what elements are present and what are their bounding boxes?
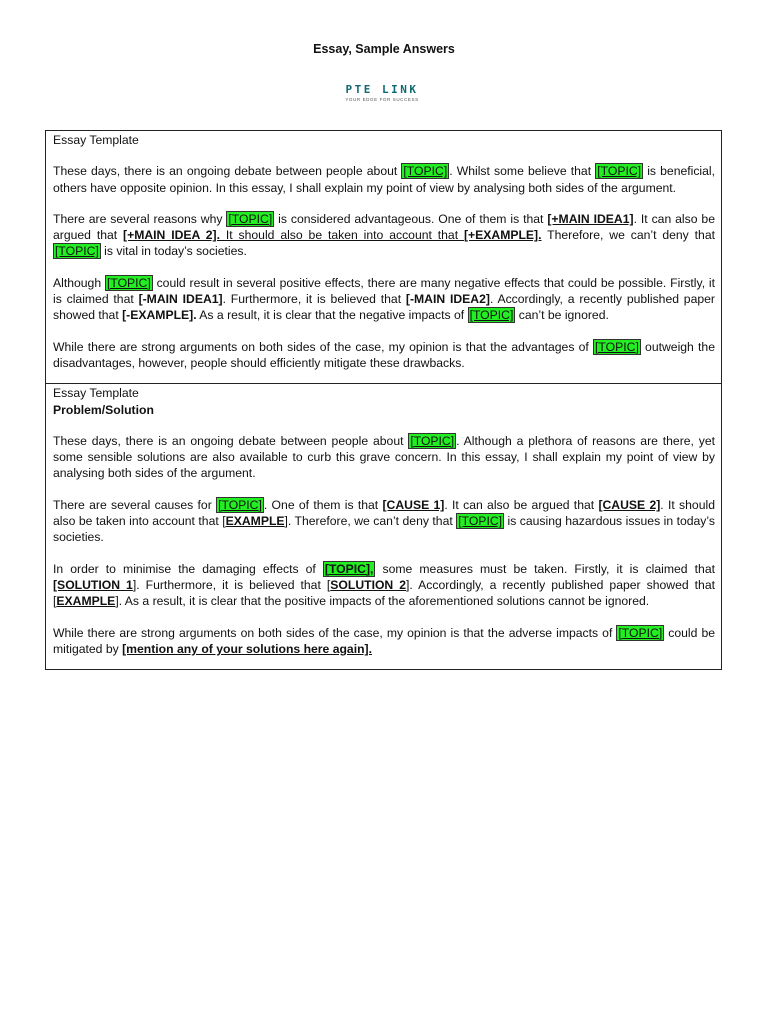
topic-placeholder: [TOPIC] [469, 308, 514, 323]
text-run: . One of them is that [263, 497, 383, 512]
example-placeholder: [-EXAMPLE]. [122, 308, 197, 323]
text-run: outweigh the disadvantages, however, people should efficiently mitigate these drawbacks. [53, 339, 715, 370]
text-run: There are several reasons why [53, 211, 227, 226]
text-run: While there are strong arguments on both sides of the case, my opinion is that the adverse impacts of [53, 625, 617, 640]
example-placeholder: [+EXAMPLE]. [463, 228, 542, 243]
template1-paragraph-2 [53, 211, 715, 260]
text-run: could be mitigated by [53, 625, 715, 656]
text-run: In order to minimise the damaging effects of [53, 561, 323, 576]
topic-placeholder: [TOPIC] [595, 339, 639, 354]
text-run: . It can also be argued that [53, 211, 715, 243]
template-heading: Essay Template [53, 386, 139, 401]
solution-placeholder: [mention any of your solutions here again]. [122, 641, 372, 656]
template-row-general [46, 131, 722, 384]
main-idea-placeholder: [-MAIN IDEA2] [405, 292, 490, 307]
template1-paragraph-4 [53, 339, 715, 372]
template2-paragraph-1 [53, 433, 715, 482]
text-run: can’t be ignored. [515, 308, 609, 323]
text-run: is causing hazardous issues in today’s societies. [53, 514, 715, 545]
text-run: Although [53, 275, 105, 290]
template2-paragraph-4 [53, 625, 715, 658]
topic-placeholder: [TOPIC] [597, 164, 642, 179]
topic-placeholder: [TOPIC] [458, 514, 503, 529]
text-run: . It can also be argued that [444, 497, 599, 512]
page-title: Essay, Sample Answers [313, 42, 455, 56]
solution-placeholder: SOLUTION 2 [330, 577, 407, 592]
text-run: . It should also be taken into account that [ [53, 497, 715, 529]
template1-paragraph-1 [53, 163, 715, 196]
logo-wordmark: PTE LINK [345, 83, 419, 96]
text-run: could result in several positive effects, there are many negative effects that could be possible. Firstly, it is claimed that [53, 275, 716, 307]
text-run: . Although a plethora of reasons are there, yet some sensible solutions are also available to curb this grave concern. In this essay, I shall explain my point of view by analysing both sides of the argument. [53, 433, 716, 481]
text-run: ]. As a result, it is clear that the positive impacts of the aforementioned solutions cannot be ignored. [115, 594, 650, 609]
text-run: is beneficial, others have opposite opinion. In this essay, I shall explain my point of view by analysing both sides of the argument. [53, 164, 716, 195]
template2-paragraph-2 [53, 497, 715, 546]
solution-placeholder: [SOLUTION 1 [53, 577, 133, 592]
text-run: is vital in today’s societies. [100, 244, 247, 259]
text-run: ]. Therefore, we can’t deny that [284, 514, 457, 529]
template-heading: Essay Template [53, 133, 139, 147]
template-cell-general [46, 131, 722, 384]
main-idea-placeholder: [-MAIN IDEA1] [138, 292, 223, 307]
topic-placeholder: [TOPIC] [403, 164, 448, 179]
text-run: While there are strong arguments on both sides of the case, my opinion is that the advantages of [53, 339, 594, 354]
template-subheading: Problem/Solution [53, 402, 154, 417]
topic-placeholder: [TOPIC], [324, 561, 374, 576]
text-run: ]. Accordingly, a recently published paper showed that [ [53, 577, 715, 609]
text-run: . Whilst some believe that [449, 164, 596, 179]
logo-tagline: YOUR EDGE FOR SUCCESS [345, 97, 419, 102]
example-placeholder: EXAMPLE [225, 514, 285, 529]
topic-placeholder: [TOPIC] [228, 211, 273, 226]
text-run: some measures must be taken. Firstly, it is claimed that [375, 561, 715, 576]
topic-placeholder: [TOPIC] [618, 625, 663, 640]
topic-placeholder: [TOPIC] [106, 275, 151, 290]
text-run: These days, there is an ongoing debate between people about [53, 433, 409, 448]
topic-placeholder: [TOPIC] [55, 244, 99, 259]
text-run: is considered advantageous. One of them is that [274, 211, 548, 226]
cause-placeholder: [CAUSE 1] [382, 497, 445, 512]
text-run: ]. Furthermore, it is believed that [ [132, 577, 331, 592]
text-run: As a result, it is clear that the negative impacts of [196, 308, 468, 323]
main-idea-placeholder: [+MAIN IDEA 2]. [123, 228, 220, 243]
text-run: . Furthermore, it is believed that [222, 292, 406, 307]
topic-placeholder: [TOPIC] [410, 433, 455, 448]
text-run: These days, there is an ongoing debate between people about [53, 164, 402, 179]
template-row-problem-solution [46, 384, 722, 670]
example-placeholder: EXAMPLE [56, 594, 116, 609]
text-run: . Accordingly, a recently published paper showed that [53, 292, 715, 323]
template-cell-problem-solution [46, 384, 722, 670]
text-run: Therefore, we can’t deny that [541, 228, 715, 243]
pte-link-logo [330, 84, 434, 106]
main-idea-placeholder: [+MAIN IDEA1] [547, 211, 634, 226]
cause-placeholder: [CAUSE 2] [598, 497, 661, 512]
topic-placeholder: [TOPIC] [218, 497, 262, 512]
text-run: It should also be taken into account that [220, 228, 464, 243]
essay-templates-table [45, 130, 722, 670]
template2-paragraph-3 [53, 561, 715, 610]
text-run: There are several causes for [53, 497, 217, 512]
template1-paragraph-3 [53, 275, 715, 324]
